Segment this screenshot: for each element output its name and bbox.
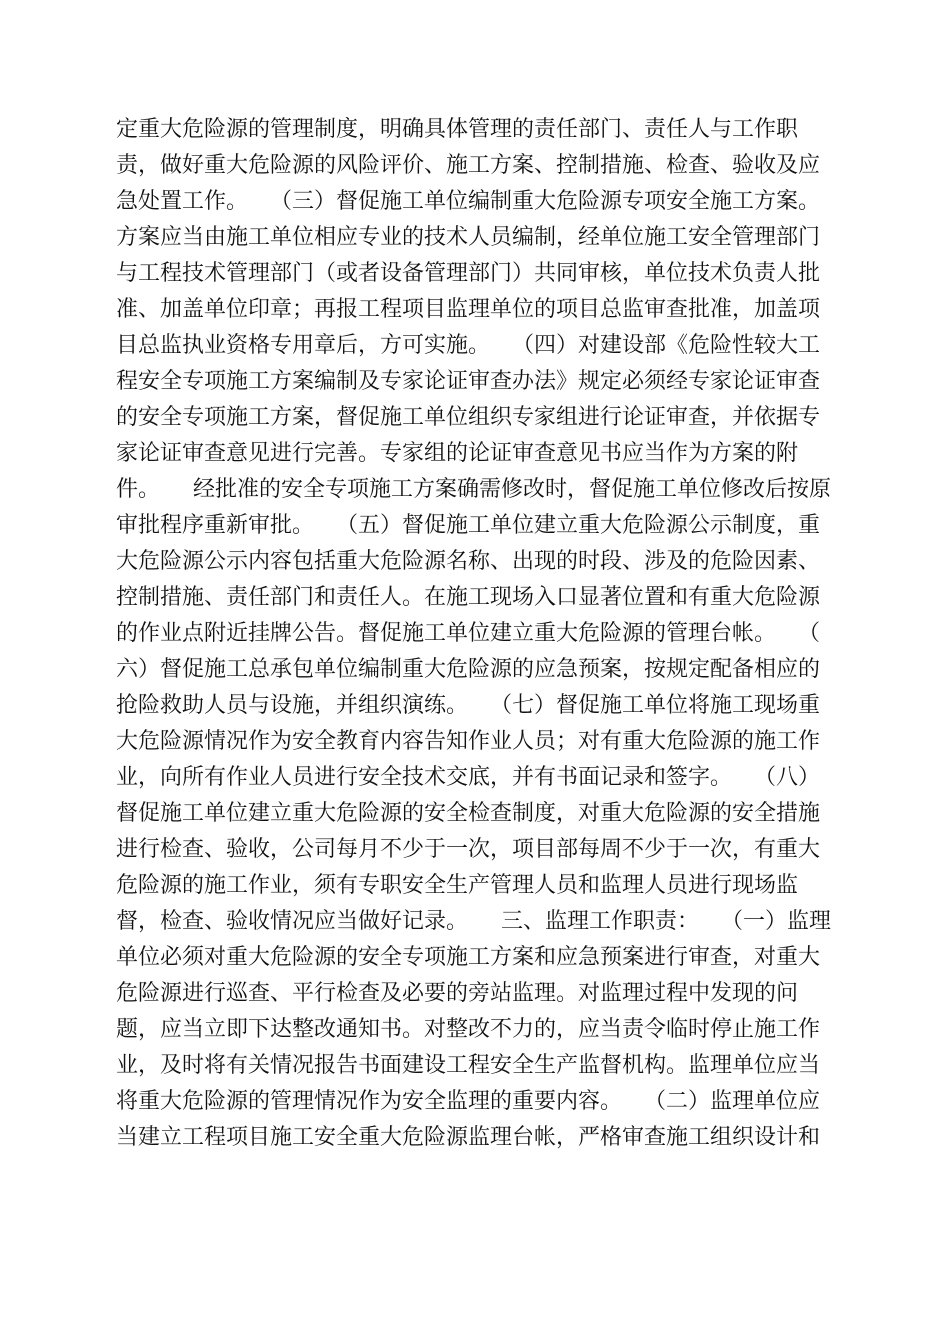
text-line: 目总监执业资格专用章后，方可实施。 （四）对建设部《危险性较大工 (116, 333, 821, 358)
text-line: 家论证审查意见进行完善。专家组的论证审查意见书应当作为方案的附 (116, 441, 799, 466)
text-line: 进行检查、验收，公司每月不少于一次，项目部每周不少于一次，有重大 (116, 837, 821, 862)
text-line: 程安全专项施工方案编制及专家论证审查办法》规定必须经专家论证审查 (116, 369, 821, 394)
text-line: 题，应当立即下达整改通知书。对整改不力的，应当责令临时停止施工作 (116, 1017, 821, 1042)
text-line: 审批程序重新审批。 （五）督促施工单位建立重大危险源公示制度，重 (116, 513, 821, 538)
text-line: 抢险救助人员与设施，并组织演练。 （七）督促施工单位将施工现场重 (116, 693, 821, 718)
text-line: 大危险源公示内容包括重大危险源名称、出现的时段、涉及的危险因素、 (116, 549, 821, 574)
body-text (116, 112, 836, 1156)
text-line: 将重大危险源的管理情况作为安全监理的重要内容。 （二）监理单位应 (116, 1089, 821, 1114)
text-line: 急处置工作。 （三）督促施工单位编制重大危险源专项安全施工方案。 (116, 189, 821, 214)
text-line: 业，及时将有关情况报告书面建设工程安全生产监督机构。监理单位应当 (116, 1053, 821, 1078)
text-line: 督促施工单位建立重大危险源的安全检查制度，对重大危险源的安全措施 (116, 801, 821, 826)
text-line: 六）督促施工总承包单位编制重大危险源的应急预案，按规定配备相应的 (116, 657, 821, 682)
text-line: 责，做好重大危险源的风险评价、施工方案、控制措施、检查、验收及应 (116, 153, 821, 178)
text-line: 大危险源情况作为安全教育内容告知作业人员；对有重大危险源的施工作 (116, 729, 821, 754)
text-line: 件。 经批准的安全专项施工方案确需修改时，督促施工单位修改后按原 (116, 477, 832, 502)
text-line: 危险源的施工作业，须有专职安全生产管理人员和监理人员进行现场监 (116, 873, 799, 898)
text-line: 的安全专项施工方案，督促施工单位组织专家组进行论证审查，并依据专 (116, 405, 821, 430)
text-line: 当建立工程项目施工安全重大危险源监理台帐，严格审查施工组织设计和 (116, 1125, 821, 1150)
text-line: 定重大危险源的管理制度，明确具体管理的责任部门、责任人与工作职 (116, 117, 799, 142)
text-line: 单位必须对重大危险源的安全专项施工方案和应急预案进行审查，对重大 (116, 945, 821, 970)
text-line: 准、加盖单位印章；再报工程项目监理单位的项目总监审查批准，加盖项 (116, 297, 821, 322)
text-line: 方案应当由施工单位相应专业的技术人员编制，经单位施工安全管理部门 (116, 225, 821, 250)
text-line: 危险源进行巡查、平行检查及必要的旁站监理。对监理过程中发现的问 (116, 981, 799, 1006)
text-line: 业，向所有作业人员进行安全技术交底，并有书面记录和签字。 （八） (116, 765, 821, 790)
text-line: 控制措施、责任部门和责任人。在施工现场入口显著位置和有重大危险源 (116, 585, 821, 610)
text-line: 与工程技术管理部门（或者设备管理部门）共同审核，单位技术负责人批 (116, 261, 821, 286)
text-line: 督，检查、验收情况应当做好记录。 三、监理工作职责： （一）监理 (116, 909, 832, 934)
text-line: 的作业点附近挂牌公告。督促施工单位建立重大危险源的管理台帐。 （ (116, 621, 821, 646)
